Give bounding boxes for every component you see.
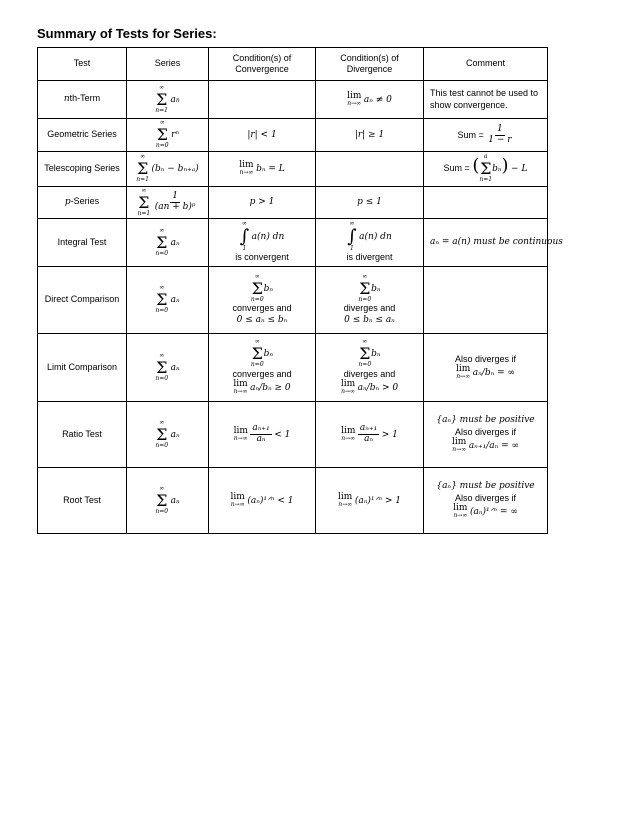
header-divergence: Condition(s) of Divergence (316, 48, 424, 81)
comment-cell: Sum = $\frac{1}{1 - r}$ (424, 119, 548, 152)
series-cell: ∞ Σ n=1 (bₙ − bₙ₊ₐ) (127, 152, 209, 187)
header-convergence: Condition(s) of Convergence (209, 48, 316, 81)
test-name: Direct Comparison (38, 267, 127, 334)
convergence-cell: lim n→∞ $\frac{\text{aₙ₊₁}}{\text{aₙ}}$ < 1 (209, 402, 316, 468)
row-p-series (38, 187, 548, 219)
divergence-cell: ∞ Σ n=0 bₙ diverges and 0 ≤ bₙ ≤ aₙ (316, 267, 424, 334)
divergence-cell: lim n→∞ (aₙ)¹ᐟⁿ > 1 (316, 468, 424, 534)
test-name: nth-Term (38, 81, 127, 119)
series-cell: ∞ Σ n=0 rⁿ (127, 119, 209, 152)
comment-cell: {aₙ} must be positive Also diverges if lim n→∞ (aₙ)¹ᐟⁿ = ∞ (424, 468, 548, 534)
test-name: Geometric Series (38, 119, 127, 152)
comment-cell: {aₙ} must be positive Also diverges if lim n→∞ aₙ₊₁/aₙ = ∞ (424, 402, 548, 468)
test-name: p-Series (38, 187, 127, 219)
series-cell: ∞ Σ n=0 aₙ (127, 334, 209, 402)
comment-cell: aₙ = a(n) must be continuous (424, 219, 548, 267)
convergence-cell: lim n→∞ bₙ = L (209, 152, 316, 187)
comment-cell (424, 187, 548, 219)
header-comment: Comment (424, 48, 548, 81)
comment-cell: Also diverges if lim n→∞ aₙ/bₙ = ∞ (424, 334, 548, 402)
divergence-cell: |r| ≥ 1 (316, 119, 424, 152)
series-cell: ∞ Σ n=0 aₙ (127, 468, 209, 534)
row-geometric (38, 119, 548, 152)
divergence-cell: p ≤ 1 (316, 187, 424, 219)
series-cell: ∞ Σ n=1 $\frac{1}{\text{(an + b)ᵖ}}$ (127, 187, 209, 219)
series-cell: ∞ Σ n=0 aₙ (127, 402, 209, 468)
header-test: Test (38, 48, 127, 81)
row-root-test (38, 468, 548, 534)
row-integral-test (38, 219, 548, 267)
test-name: Root Test (38, 468, 127, 534)
divergence-cell: lim n→∞ $\frac{\text{aₙ₊₁}}{\text{aₙ}}$ > 1 (316, 402, 424, 468)
test-name: Ratio Test (38, 402, 127, 468)
row-nth-term (38, 81, 548, 119)
page-title: Summary of Tests for Series: (37, 26, 217, 41)
comment-cell: Sum = ( a Σ n=1 bₙ) − L (424, 152, 548, 187)
convergence-cell: p > 1 (209, 187, 316, 219)
header-series: Series (127, 48, 209, 81)
divergence-cell: lim n→∞ aₙ ≠ 0 (316, 81, 424, 119)
series-cell: ∞ Σ n=1 an (127, 81, 209, 119)
row-limit-comparison (38, 334, 548, 402)
sigma: ∞ Σ n=1 (155, 83, 168, 114)
convergence-cell: ∞ Σ n=0 bₙ converges and lim n→∞ aₙ/bₙ ≥ 0 (209, 334, 316, 402)
series-tests-table (37, 47, 563, 534)
convergence-cell: lim n→∞ (aₙ)¹ᐟⁿ < 1 (209, 468, 316, 534)
series-cell: ∞ Σ n=0 aₙ (127, 267, 209, 334)
row-telescoping (38, 152, 548, 187)
row-ratio-test (38, 402, 548, 468)
divergence-cell (316, 152, 424, 187)
convergence-cell (209, 81, 316, 119)
header-row (38, 48, 548, 81)
test-name: Integral Test (38, 219, 127, 267)
convergence-cell: ∞ Σ n=0 bₙ converges and 0 ≤ aₙ ≤ bₙ (209, 267, 316, 334)
comment-cell (424, 267, 548, 334)
test-name: Limit Comparison (38, 334, 127, 402)
row-direct-comparison (38, 267, 548, 334)
test-name: Telescoping Series (38, 152, 127, 187)
divergence-cell: ∞ ∫ 1 a(n) dn is divergent (316, 219, 424, 267)
series-cell: ∞ Σ n=0 aₙ (127, 219, 209, 267)
convergence-cell: ∞ ∫ 1 a(n) dn is convergent (209, 219, 316, 267)
comment-cell: This test cannot be used to show convergence. (424, 81, 548, 119)
divergence-cell: ∞ Σ n=0 bₙ diverges and lim n→∞ aₙ/bₙ > 0 (316, 334, 424, 402)
convergence-cell: |r| < 1 (209, 119, 316, 152)
